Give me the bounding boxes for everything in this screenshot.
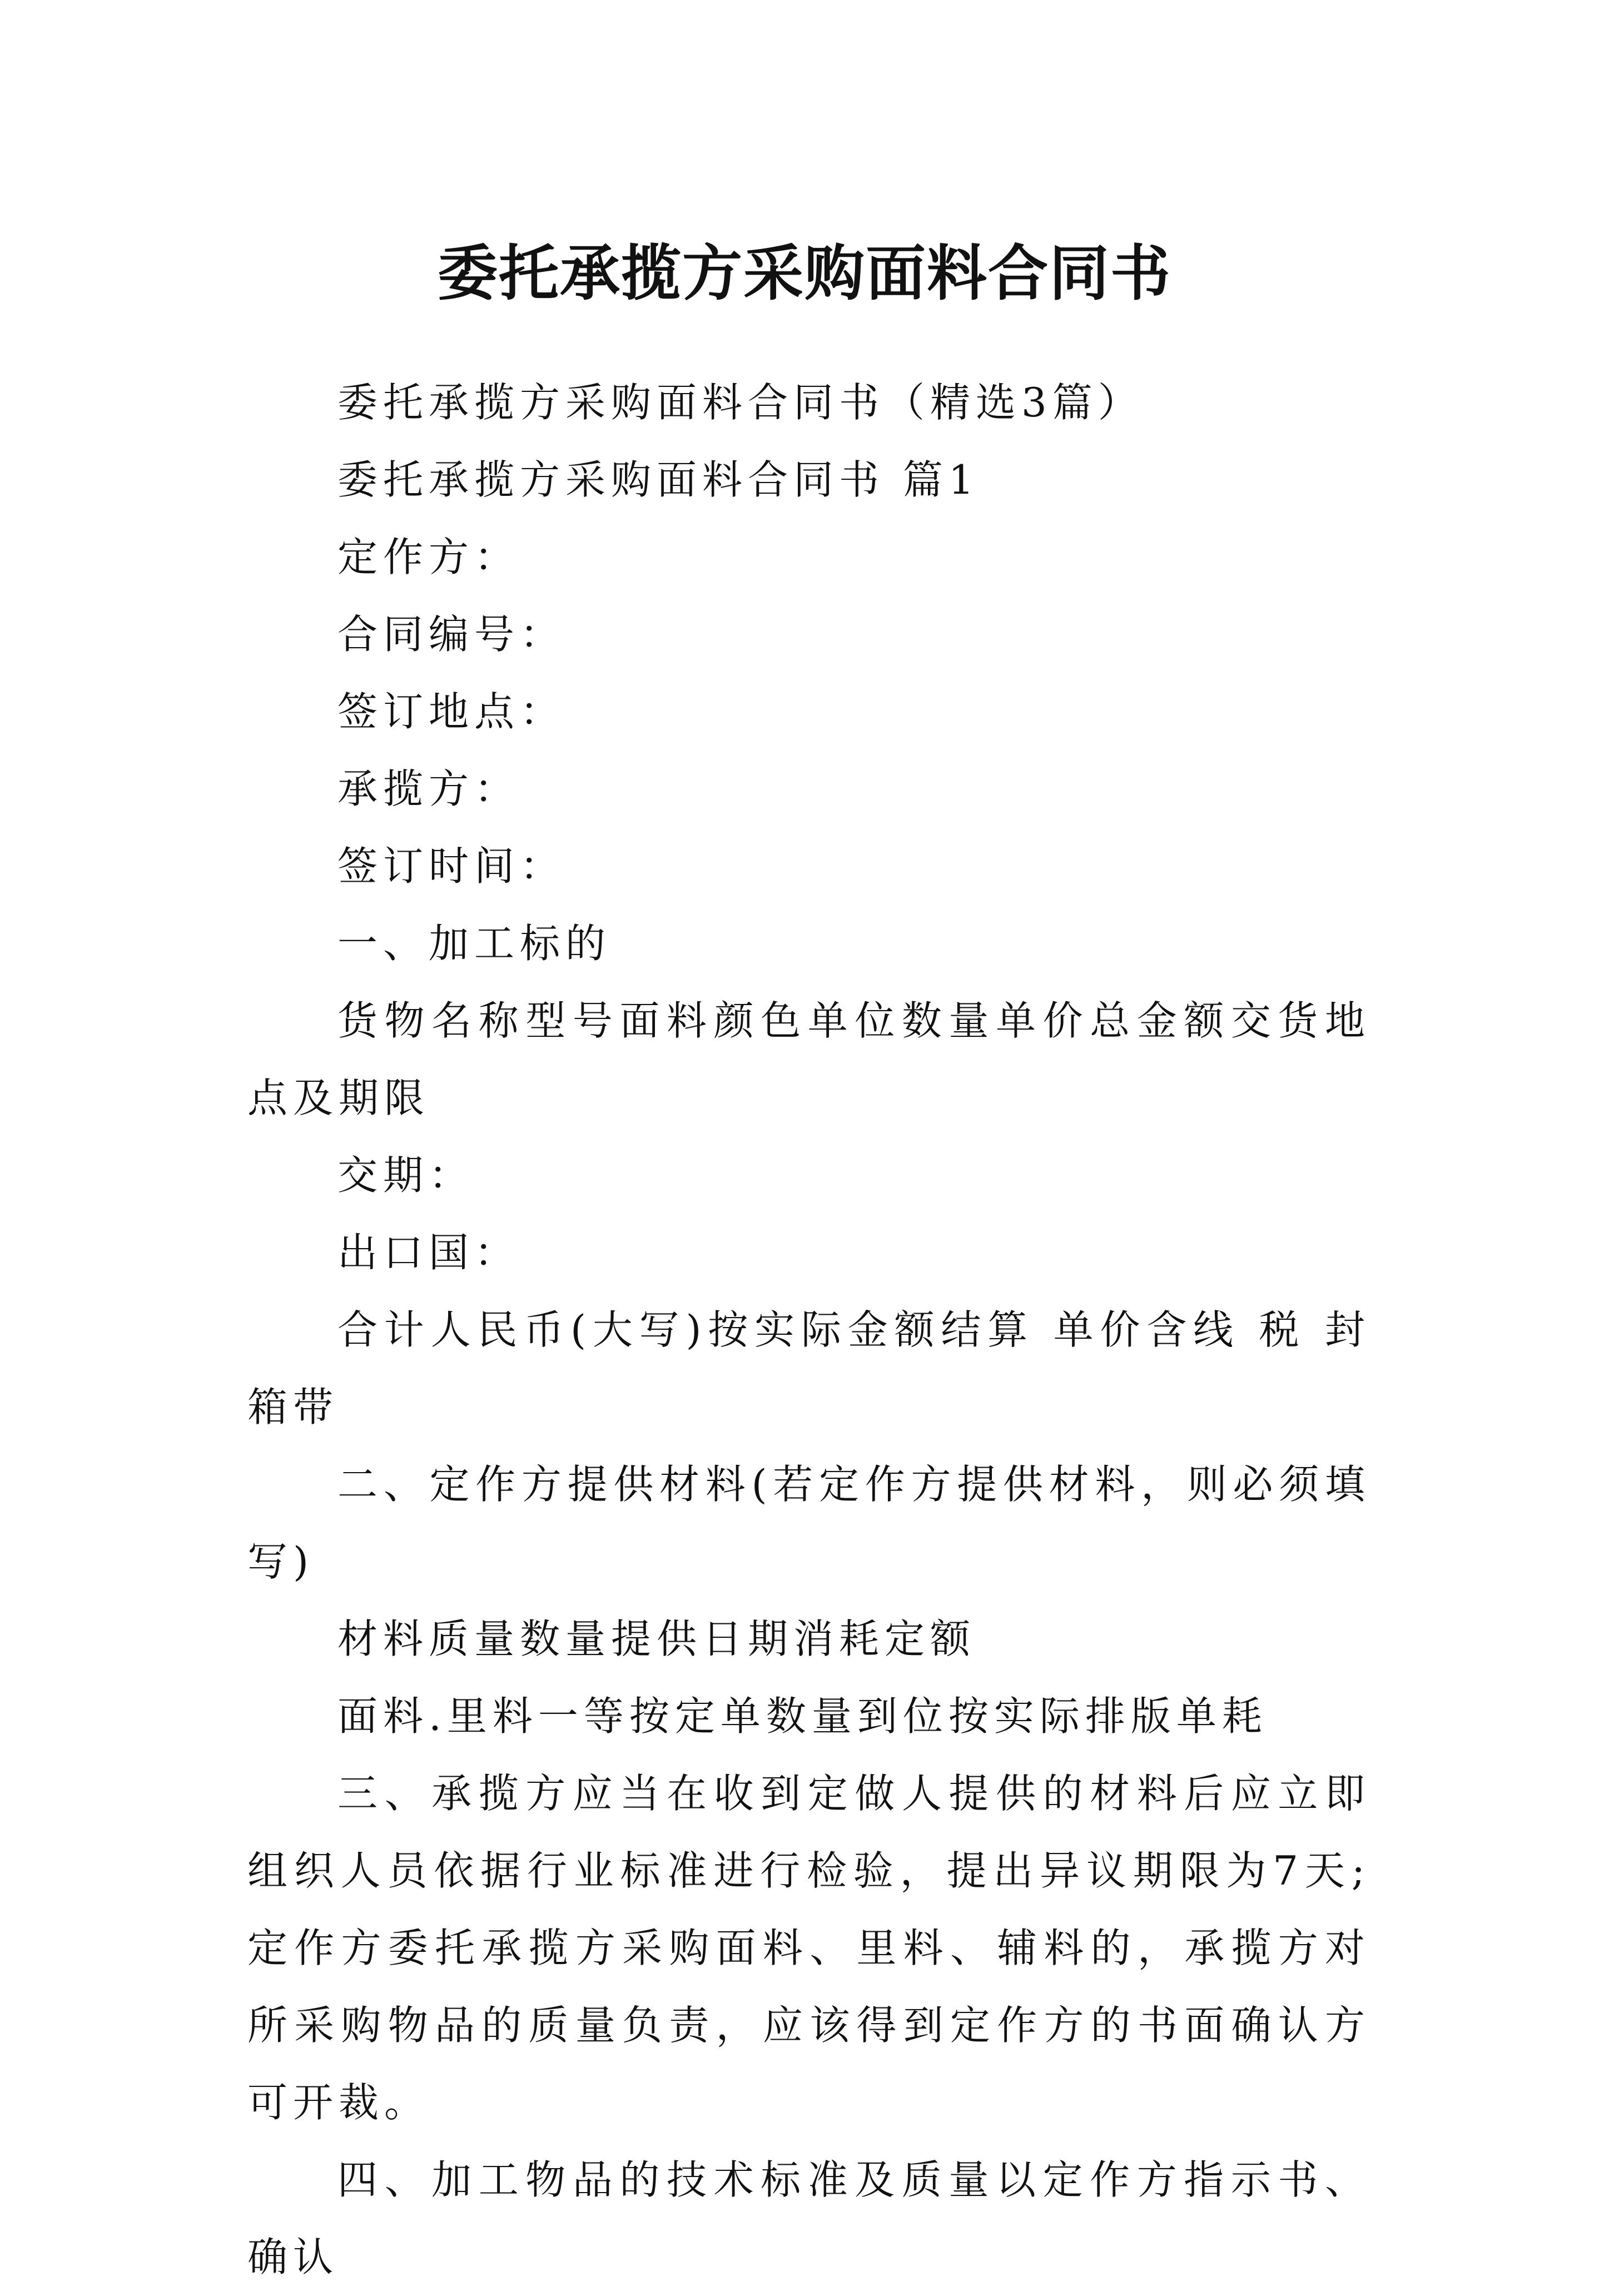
- document-body: [247, 364, 1370, 2296]
- paragraph-subtitle: 委托承揽方采购面料合同书（精选3篇）: [337, 379, 1144, 426]
- paragraph-chapter-heading: 委托承揽方采购面料合同书 篇1: [337, 456, 980, 503]
- field-orderer: 定作方：: [337, 534, 520, 580]
- paragraph-total-amount: 合计人民币(大写)按实际金额结算 单价含线 税 封箱带: [247, 1306, 1370, 1430]
- paragraph-material-row: 面料.里料一等按定单数量到位按实际排版单耗: [337, 1693, 1268, 1740]
- section-3-text: 三、承揽方应当在收到定做人提供的材料后应立即组织人员依据行业标准进行检验，提出异议期限为7天;定作方委托承揽方采购面料、里料、辅料的，承揽方对所采购物品的质量负责，应该得到定作方的书面确认方可开裁。: [247, 1770, 1370, 2126]
- paragraph-goods-columns: 货物名称型号面料颜色单位数量单价总金额交货地点及期限: [247, 997, 1370, 1121]
- section-heading-1: 一、加工标的: [337, 920, 612, 967]
- field-signing-time: 签订时间：: [337, 843, 566, 889]
- document-title: 委托承揽方采购面料合同书: [437, 238, 1171, 309]
- field-export-country: 出口国：: [337, 1229, 520, 1276]
- section-4-text: 四、加工物品的技术标准及质量以定作方指示书、确认: [247, 2156, 1370, 2280]
- section-heading-2: 二、定作方提供材料(若定作方提供材料，则必须填写): [247, 1461, 1370, 1585]
- field-delivery-date: 交期：: [337, 1152, 475, 1199]
- paragraph-material-columns: 材料质量数量提供日期消耗定额: [337, 1616, 976, 1662]
- field-contractor: 承揽方：: [337, 766, 520, 812]
- field-signing-place: 签订地点：: [337, 688, 566, 735]
- field-contract-number: 合同编号：: [337, 611, 566, 658]
